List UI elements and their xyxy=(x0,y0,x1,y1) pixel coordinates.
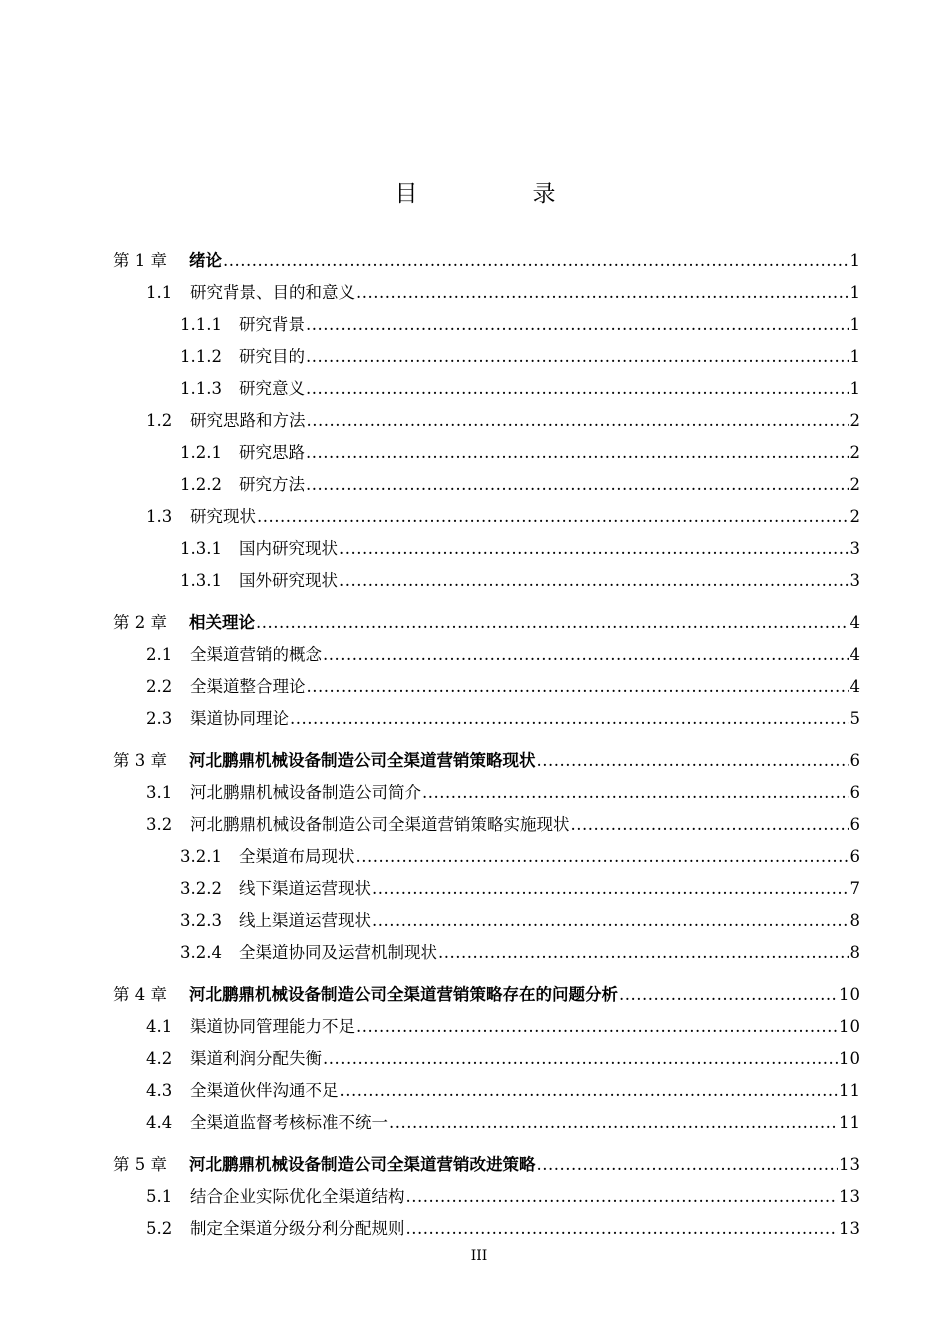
toc-entry[interactable] xyxy=(113,245,860,277)
entry-number: 1.2.2 xyxy=(180,475,222,494)
toc-entry[interactable] xyxy=(113,1011,860,1043)
entry-page: 1 xyxy=(849,347,860,366)
entry-label: 渠道利润分配失衡 xyxy=(190,1049,322,1068)
entry-label: 制定全渠道分级分利分配规则 xyxy=(190,1219,405,1238)
entry-number: 4.4 xyxy=(146,1113,173,1132)
entry-number: 3.2.2 xyxy=(180,879,222,898)
toc-entry[interactable] xyxy=(113,841,860,873)
entry-page: 11 xyxy=(839,1081,860,1100)
entry-label: 线下渠道运营现状 xyxy=(239,879,371,898)
entry-label: 河北鹏鼎机械设备制造公司全渠道营销策略现状 xyxy=(189,751,536,770)
toc-entry[interactable] xyxy=(113,469,860,501)
toc-entry[interactable] xyxy=(113,1107,860,1139)
entry-page: 13 xyxy=(839,1187,860,1206)
entry-number: 1.2 xyxy=(146,411,173,430)
dot-leader xyxy=(356,841,849,873)
toc-list xyxy=(113,245,860,1245)
toc-entry[interactable] xyxy=(113,437,860,469)
entry-page: 2 xyxy=(849,475,860,494)
dot-leader xyxy=(307,671,849,703)
toc-entry[interactable] xyxy=(113,565,860,597)
toc-entry[interactable] xyxy=(113,1043,860,1075)
entry-label: 全渠道布局现状 xyxy=(239,847,355,866)
dot-leader xyxy=(323,1043,838,1075)
dot-leader xyxy=(389,1107,838,1139)
entry-number: 1.1.3 xyxy=(180,379,222,398)
entry-label: 结合企业实际优化全渠道结构 xyxy=(190,1187,405,1206)
entry-page: 3 xyxy=(849,539,860,558)
dot-leader xyxy=(619,979,838,1011)
dot-leader xyxy=(339,565,849,597)
toc-entry[interactable] xyxy=(113,607,860,639)
entry-page: 1 xyxy=(849,379,860,398)
entry-page: 3 xyxy=(849,571,860,590)
toc-entry[interactable] xyxy=(113,1075,860,1107)
entry-number: 3.2.4 xyxy=(180,943,222,962)
entry-label: 全渠道营销的概念 xyxy=(190,645,322,664)
entry-number: 4.2 xyxy=(146,1049,173,1068)
entry-number: 5.2 xyxy=(146,1219,173,1238)
toc-entry[interactable] xyxy=(113,979,860,1011)
dot-leader xyxy=(307,405,849,437)
dot-leader xyxy=(422,777,849,809)
entry-label: 研究目的 xyxy=(239,347,305,366)
entry-page: 4 xyxy=(849,645,860,664)
entry-number: 3.2.1 xyxy=(180,847,222,866)
toc-entry[interactable] xyxy=(113,533,860,565)
entry-page: 4 xyxy=(849,613,860,632)
entry-label: 渠道协同管理能力不足 xyxy=(190,1017,355,1036)
dot-leader xyxy=(257,501,849,533)
dot-leader xyxy=(339,533,849,565)
entry-number: 1.3 xyxy=(146,507,173,526)
entry-label: 研究现状 xyxy=(190,507,256,526)
entry-page: 10 xyxy=(839,985,860,1004)
entry-label: 全渠道监督考核标准不统一 xyxy=(190,1113,388,1132)
entry-number: 4.1 xyxy=(146,1017,173,1036)
toc-entry[interactable] xyxy=(113,341,860,373)
entry-page: 2 xyxy=(849,443,860,462)
entry-number: 5.1 xyxy=(146,1187,173,1206)
dot-leader xyxy=(406,1213,839,1245)
dot-leader xyxy=(372,873,849,905)
toc-entry[interactable] xyxy=(113,405,860,437)
entry-label: 研究背景 xyxy=(239,315,305,334)
entry-number: 1.1.1 xyxy=(180,315,222,334)
entry-label: 全渠道协同及运营机制现状 xyxy=(239,943,437,962)
entry-page: 2 xyxy=(849,411,860,430)
entry-number: 第 5 章 xyxy=(113,1155,167,1174)
entry-label: 绪论 xyxy=(189,251,222,270)
entry-label: 国内研究现状 xyxy=(239,539,338,558)
entry-label: 河北鹏鼎机械设备制造公司全渠道营销改进策略 xyxy=(189,1155,536,1174)
entry-number: 第 1 章 xyxy=(113,251,167,270)
entry-label: 全渠道伙伴沟通不足 xyxy=(190,1081,339,1100)
entry-label: 研究思路和方法 xyxy=(190,411,306,430)
toc-entry[interactable] xyxy=(113,937,860,969)
entry-number: 4.3 xyxy=(146,1081,173,1100)
entry-page: 6 xyxy=(849,815,860,834)
entry-page: 5 xyxy=(849,709,860,728)
entry-label: 河北鹏鼎机械设备制造公司全渠道营销策略存在的问题分析 xyxy=(189,985,618,1004)
entry-number: 1.3.1 xyxy=(180,571,222,590)
entry-page: 6 xyxy=(849,751,860,770)
toc-entry[interactable] xyxy=(113,745,860,777)
entry-number: 1.1 xyxy=(146,283,173,302)
entry-label: 河北鹏鼎机械设备制造公司简介 xyxy=(190,783,421,802)
entry-page: 10 xyxy=(839,1049,860,1068)
entry-label: 相关理论 xyxy=(189,613,255,632)
entry-page: 7 xyxy=(849,879,860,898)
toc-entry[interactable] xyxy=(113,373,860,405)
entry-number: 3.2 xyxy=(146,815,173,834)
entry-page: 13 xyxy=(839,1155,860,1174)
toc-entry[interactable] xyxy=(113,501,860,533)
toc-entry[interactable] xyxy=(113,309,860,341)
dot-leader xyxy=(406,1181,839,1213)
toc-entry[interactable] xyxy=(113,809,860,841)
toc-entry[interactable] xyxy=(113,1149,860,1181)
entry-label: 渠道协同理论 xyxy=(190,709,289,728)
toc-entry[interactable] xyxy=(113,1213,860,1245)
entry-number: 1.1.2 xyxy=(180,347,222,366)
entry-label: 全渠道整合理论 xyxy=(190,677,306,696)
dot-leader xyxy=(306,469,849,501)
entry-page: 8 xyxy=(849,943,860,962)
dot-leader xyxy=(323,639,849,671)
toc-entry[interactable] xyxy=(113,277,860,309)
entry-label: 研究方法 xyxy=(239,475,305,494)
entry-page: 8 xyxy=(849,911,860,930)
dot-leader xyxy=(356,277,849,309)
toc-entry[interactable] xyxy=(113,671,860,703)
entry-label: 线上渠道运营现状 xyxy=(239,911,371,930)
entry-page: 4 xyxy=(849,677,860,696)
entry-number: 2.2 xyxy=(146,677,173,696)
entry-label: 河北鹏鼎机械设备制造公司全渠道营销策略实施现状 xyxy=(190,815,570,834)
entry-page: 1 xyxy=(849,315,860,334)
dot-leader xyxy=(571,809,849,841)
dot-leader xyxy=(537,745,849,777)
toc-entry[interactable] xyxy=(113,639,860,671)
entry-number: 第 3 章 xyxy=(113,751,167,770)
dot-leader xyxy=(356,1011,838,1043)
entry-page: 6 xyxy=(849,783,860,802)
toc-entry[interactable] xyxy=(113,777,860,809)
toc-entry[interactable] xyxy=(113,1181,860,1213)
entry-number: 2.1 xyxy=(146,645,173,664)
entry-number: 第 4 章 xyxy=(113,985,167,1004)
dot-leader xyxy=(306,373,849,405)
toc-title: 目 录 xyxy=(394,181,602,207)
dot-leader xyxy=(340,1075,839,1107)
dot-leader xyxy=(256,607,849,639)
entry-number: 2.3 xyxy=(146,709,173,728)
dot-leader xyxy=(223,245,849,277)
entry-label: 研究背景、目的和意义 xyxy=(190,283,355,302)
entry-page: 6 xyxy=(849,847,860,866)
entry-number: 3.1 xyxy=(146,783,173,802)
entry-label: 研究思路 xyxy=(239,443,305,462)
entry-page: 10 xyxy=(839,1017,860,1036)
dot-leader xyxy=(306,437,849,469)
dot-leader xyxy=(306,309,849,341)
toc-entry[interactable] xyxy=(113,873,860,905)
dot-leader xyxy=(306,341,849,373)
entry-number: 1.2.1 xyxy=(180,443,222,462)
dot-leader xyxy=(438,937,849,969)
entry-page: 2 xyxy=(849,507,860,526)
page-footer-number: III xyxy=(470,1248,488,1264)
entry-label: 国外研究现状 xyxy=(239,571,338,590)
entry-page: 13 xyxy=(839,1219,860,1238)
dot-leader xyxy=(372,905,849,937)
entry-page: 1 xyxy=(849,251,860,270)
entry-number: 1.3.1 xyxy=(180,539,222,558)
toc-entry[interactable] xyxy=(113,703,860,735)
dot-leader xyxy=(290,703,849,735)
entry-number: 3.2.3 xyxy=(180,911,222,930)
entry-label: 研究意义 xyxy=(239,379,305,398)
entry-page: 1 xyxy=(849,283,860,302)
entry-number: 第 2 章 xyxy=(113,613,167,632)
dot-leader xyxy=(537,1149,839,1181)
entry-page: 11 xyxy=(839,1113,860,1132)
toc-entry[interactable] xyxy=(113,905,860,937)
